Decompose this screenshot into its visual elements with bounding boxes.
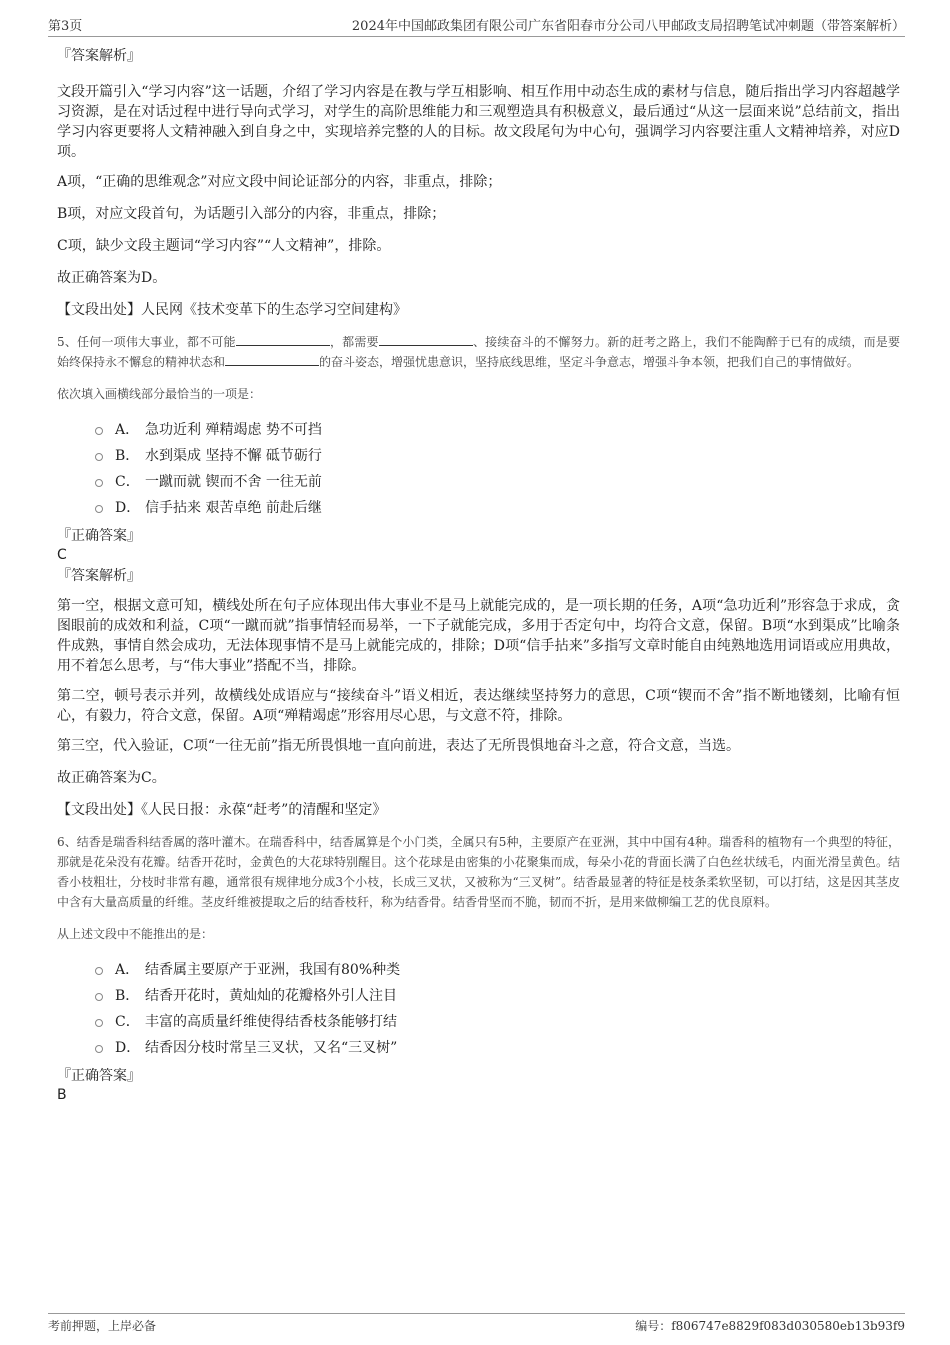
option-b[interactable]: B． 结香开花时，黄灿灿的花瓣格外引人注目: [95, 982, 900, 1008]
fill-blank: [236, 333, 330, 346]
answer-analysis-label: 『答案解析』: [57, 568, 141, 584]
option-b[interactable]: B． 水到渠成 坚持不懈 砥节砺行: [95, 442, 900, 468]
analysis-paragraph: 第二空，顿号表示并列，故横线处成语应与“接续奋斗”语义相近，表达继续坚持努力的意思，C项“锲而不舍”指不断地镂刻，比喻有恒心，有毅力，符合文意，保留。A项“殚精竭虑”形容用尽心思，与文意不符，排除。: [57, 688, 900, 724]
page-footer: [48, 1313, 905, 1337]
radio-icon[interactable]: [95, 1019, 103, 1027]
radio-icon[interactable]: [95, 427, 103, 435]
source-citation: 【文段出处】《人民日报：永葆“赶考”的清醒和坚定》: [57, 802, 387, 818]
radio-icon[interactable]: [95, 505, 103, 513]
question-6-options: [95, 956, 900, 1060]
source-citation: 【文段出处】人民网《技术变革下的生态学习空间建构》: [57, 302, 407, 318]
footer-slogan: 考前押题，上岸必备: [48, 1319, 157, 1333]
option-a[interactable]: A． 结香属主要原产于亚洲，我国有80%种类: [95, 956, 900, 982]
document-id: 编号：f806747e8829f083d030580eb13b93f9: [635, 1319, 905, 1333]
option-c[interactable]: C． 丰富的高质量纤维使得结香枝条能够打结: [95, 1008, 900, 1034]
analysis-paragraph: A项，“正确的思维观念”对应文段中间论证部分的内容，非重点，排除；: [57, 174, 502, 190]
analysis-paragraph: C项，缺少文段主题词“学习内容”“人文精神”，排除。: [57, 238, 391, 254]
radio-icon[interactable]: [95, 967, 103, 975]
analysis-paragraph: 故正确答案为D。: [57, 270, 167, 286]
fill-blank: [225, 353, 319, 366]
page-header: [48, 14, 905, 37]
document-title: 2024年中国邮政集团有限公司广东省阳春市分公司八甲邮政支局招聘笔试冲刺题（带答案解析）: [351, 19, 905, 34]
analysis-paragraph: B项，对应文段首句，为话题引入部分的内容，非重点，排除；: [57, 206, 446, 222]
answer-analysis-label: 『答案解析』: [57, 48, 141, 64]
question-6-stem: 6、结香是瑞香科结香属的落叶灌木。在瑞香科中，结香属算是个小门类，全属只有5种，主要原产在亚洲，其中中国有4种。瑞香科的植物有一个典型的特征，那就是花朵没有花瓣。结香开花时，金黄色的大花球特别醒目。这个花球是由密集的小花聚集而成，每朵小花的背面长满了白色丝状绒毛，内面光滑呈黄色。结香小枝粗壮，分枝时非常有趣，通常很有规律地分成3个小枝，长成三叉状，又被称为“三叉树”。结香最显著的特征是枝条柔软坚韧，可以打结，这是因其茎皮中含有大量高质量的纤维。茎皮纤维被提取之后的结香枝秆，称为结香骨。结香骨坚而不脆，韧而不折，是用来做柳编工艺的优良原料。: [57, 835, 900, 909]
page-number: 第3页: [48, 19, 83, 34]
fill-blank: [379, 333, 473, 346]
option-c[interactable]: C． 一蹴而就 锲而不舍 一往无前: [95, 468, 900, 494]
option-a[interactable]: A． 急功近利 殚精竭虑 势不可挡: [95, 416, 900, 442]
analysis-paragraph: 第三空，代入验证，C项“一往无前”指无所畏惧地一直向前进，表达了无所畏惧地奋斗之意，符合文意，当选。: [57, 738, 741, 754]
radio-icon[interactable]: [95, 1045, 103, 1053]
option-d[interactable]: D． 信手拈来 艰苦卓绝 前赴后继: [95, 494, 900, 520]
analysis-paragraph: 文段开篇引入“学习内容”这一话题，介绍了学习内容是在教与学互相影响、相互作用中动态生成的素材与信息，随后指出学习内容超越学习资源，是在对话过程中进行导向式学习，对学生的高阶思维能力和三观塑造具有积极意义，最后通过“从这一层面来说”总结前文，指出学习内容更要将人文精神融入到自身之中，实现培养完整的人的目标。故文段尾句为中心句，强调学习内容要注重人文精神培养，对应D项。: [57, 84, 900, 160]
correct-answer-label: 『正确答案』: [57, 1068, 141, 1084]
correct-answer-value: C: [57, 547, 67, 563]
correct-answer-label: 『正确答案』: [57, 528, 141, 544]
radio-icon[interactable]: [95, 453, 103, 461]
question-5-prompt: 依次填入画横线部分最恰当的一项是：: [57, 387, 262, 401]
option-d[interactable]: D． 结香因分枝时常呈三叉状，又名“三叉树”: [95, 1034, 900, 1060]
question-5-options: [95, 416, 900, 520]
analysis-paragraph: 故正确答案为C。: [57, 770, 166, 786]
radio-icon[interactable]: [95, 479, 103, 487]
question-5-stem: 5、任何一项伟大事业，都不可能 ，都需要 、接续奋斗的不懈努力。新的赶考之路上，我们不能陶醉于已有的成绩，而是要始终保持永不懈怠的精神状态和 的奋斗姿态，增强忧患意识，坚持底线思维，坚定斗争意志，增强斗争本领，把我们自己的事情做好。: [57, 335, 900, 369]
analysis-paragraph: 第一空，根据文意可知，横线处所在句子应体现出伟大事业不是马上就能完成的，是一项长期的任务，A项“急功近利”形容急于求成，贪图眼前的成效和利益，C项“一蹴而就”指事情轻而易举，一下子就能完成，多用于否定句中，均符合文意，保留。B项“水到渠成”比喻条件成熟，事情自然会成功，无法体现事情不是马上就能完成的，排除；D项“信手拈来”多指写文章时能自由纯熟地选用词语或应用典故，用不着怎么思考，与“伟大事业”搭配不当，排除。: [57, 598, 900, 674]
radio-icon[interactable]: [95, 993, 103, 1001]
page-content: [57, 44, 900, 1104]
question-6-prompt: 从上述文段中不能推出的是：: [57, 927, 214, 941]
correct-answer-value: B: [57, 1087, 67, 1103]
